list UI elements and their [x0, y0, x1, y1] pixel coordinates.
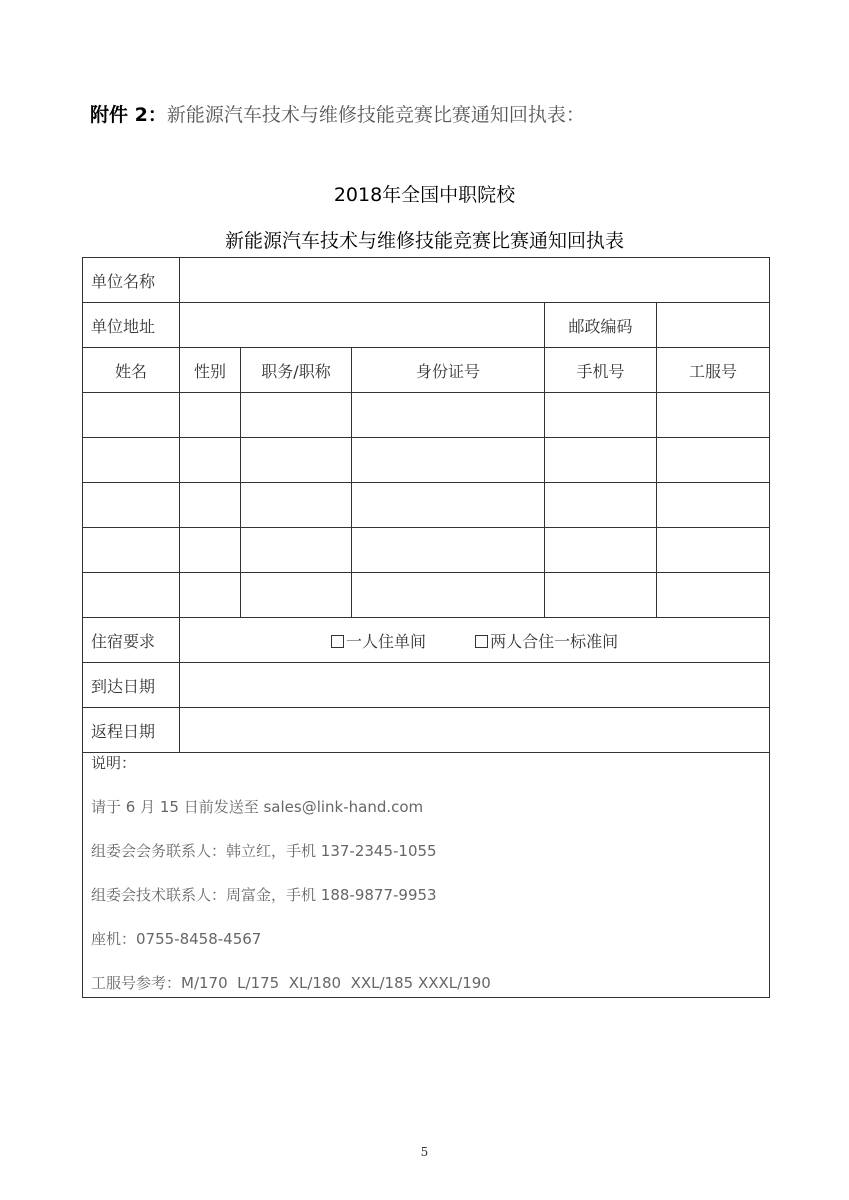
- cell-gender[interactable]: [180, 573, 241, 618]
- notes-heading: 说明：: [91, 754, 137, 772]
- arrival-label: 到达日期: [83, 663, 180, 708]
- arrival-date-field[interactable]: [180, 663, 770, 708]
- return-date-field[interactable]: [180, 708, 770, 753]
- unit-address-label: 单位地址: [83, 303, 180, 348]
- note-uniform-sizes: 工服号参考：M/170 L/175 XL/180 XXL/185 XXXL/190: [91, 974, 491, 992]
- header-position: 职务/职称: [241, 348, 352, 393]
- document-title-line1: 2018年全国中职院校: [333, 184, 516, 206]
- header-gender: 性别: [180, 348, 241, 393]
- unit-name-row: [83, 258, 770, 303]
- unit-name-label: 单位名称: [83, 258, 180, 303]
- table-row: [83, 438, 770, 483]
- cell-id-number[interactable]: [352, 438, 545, 483]
- cell-id-number[interactable]: [352, 393, 545, 438]
- unit-name-field[interactable]: [180, 258, 770, 303]
- table-row: [83, 393, 770, 438]
- cell-uniform-size[interactable]: [657, 528, 770, 573]
- postal-code-field[interactable]: [657, 303, 770, 348]
- cell-phone[interactable]: [545, 573, 657, 618]
- lodging-option-shared[interactable]: [475, 629, 618, 652]
- cell-gender[interactable]: [180, 438, 241, 483]
- column-header-row: [83, 348, 770, 393]
- cell-gender[interactable]: [180, 528, 241, 573]
- cell-phone[interactable]: [545, 438, 657, 483]
- cell-uniform-size[interactable]: [657, 438, 770, 483]
- reply-form-table: [82, 257, 770, 998]
- cell-gender[interactable]: [180, 393, 241, 438]
- notes-cell: [83, 753, 770, 998]
- checkbox-icon[interactable]: [331, 635, 344, 648]
- lodging-option-shared-label: 两人合住一标准间: [490, 631, 619, 651]
- unit-address-field[interactable]: [180, 303, 545, 348]
- lodging-options: [180, 618, 770, 663]
- attachment-lead: 附件 2：: [90, 104, 167, 126]
- cell-name[interactable]: [83, 483, 180, 528]
- cell-name[interactable]: [83, 573, 180, 618]
- return-row: [83, 708, 770, 753]
- attachment-text: 新能源汽车技术与维修技能竞赛比赛通知回执表：: [166, 104, 585, 126]
- lodging-row: [83, 618, 770, 663]
- note-tech-contact: 组委会技术联系人：周富金，手机 188-9877-9953: [91, 886, 437, 904]
- lodging-option-single-label: 一人住单间: [345, 631, 426, 651]
- cell-uniform-size[interactable]: [657, 393, 770, 438]
- page-number: 5: [420, 1145, 429, 1159]
- note-affairs-contact: 组委会会务联系人：韩立红，手机 137-2345-1055: [91, 842, 437, 860]
- notes-row: [83, 753, 770, 998]
- unit-address-row: [83, 303, 770, 348]
- lodging-option-single[interactable]: [331, 629, 426, 652]
- cell-uniform-size[interactable]: [657, 573, 770, 618]
- header-phone: 手机号: [545, 348, 657, 393]
- cell-phone[interactable]: [545, 483, 657, 528]
- cell-phone[interactable]: [545, 393, 657, 438]
- cell-phone[interactable]: [545, 528, 657, 573]
- header-uniform-size: 工服号: [657, 348, 770, 393]
- note-deadline: 请于 6 月 15 日前发送至 sales@link-hand.com: [91, 798, 424, 816]
- document-title-line2: 新能源汽车技术与维修技能竞赛比赛通知回执表: [224, 230, 624, 252]
- cell-position[interactable]: [241, 528, 352, 573]
- postal-code-label: 邮政编码: [545, 303, 657, 348]
- table-row: [83, 573, 770, 618]
- header-id-number: 身份证号: [352, 348, 545, 393]
- cell-id-number[interactable]: [352, 573, 545, 618]
- cell-uniform-size[interactable]: [657, 483, 770, 528]
- cell-position[interactable]: [241, 438, 352, 483]
- arrival-row: [83, 663, 770, 708]
- attachment-heading: [90, 100, 585, 127]
- checkbox-icon[interactable]: [475, 635, 488, 648]
- cell-gender[interactable]: [180, 483, 241, 528]
- cell-position[interactable]: [241, 573, 352, 618]
- lodging-label: 住宿要求: [83, 618, 180, 663]
- header-name: 姓名: [83, 348, 180, 393]
- cell-name[interactable]: [83, 528, 180, 573]
- table-row: [83, 483, 770, 528]
- cell-name[interactable]: [83, 438, 180, 483]
- cell-position[interactable]: [241, 393, 352, 438]
- cell-position[interactable]: [241, 483, 352, 528]
- cell-id-number[interactable]: [352, 528, 545, 573]
- note-landline: 座机：0755-8458-4567: [91, 930, 262, 948]
- return-label: 返程日期: [83, 708, 180, 753]
- cell-name[interactable]: [83, 393, 180, 438]
- table-row: [83, 528, 770, 573]
- cell-id-number[interactable]: [352, 483, 545, 528]
